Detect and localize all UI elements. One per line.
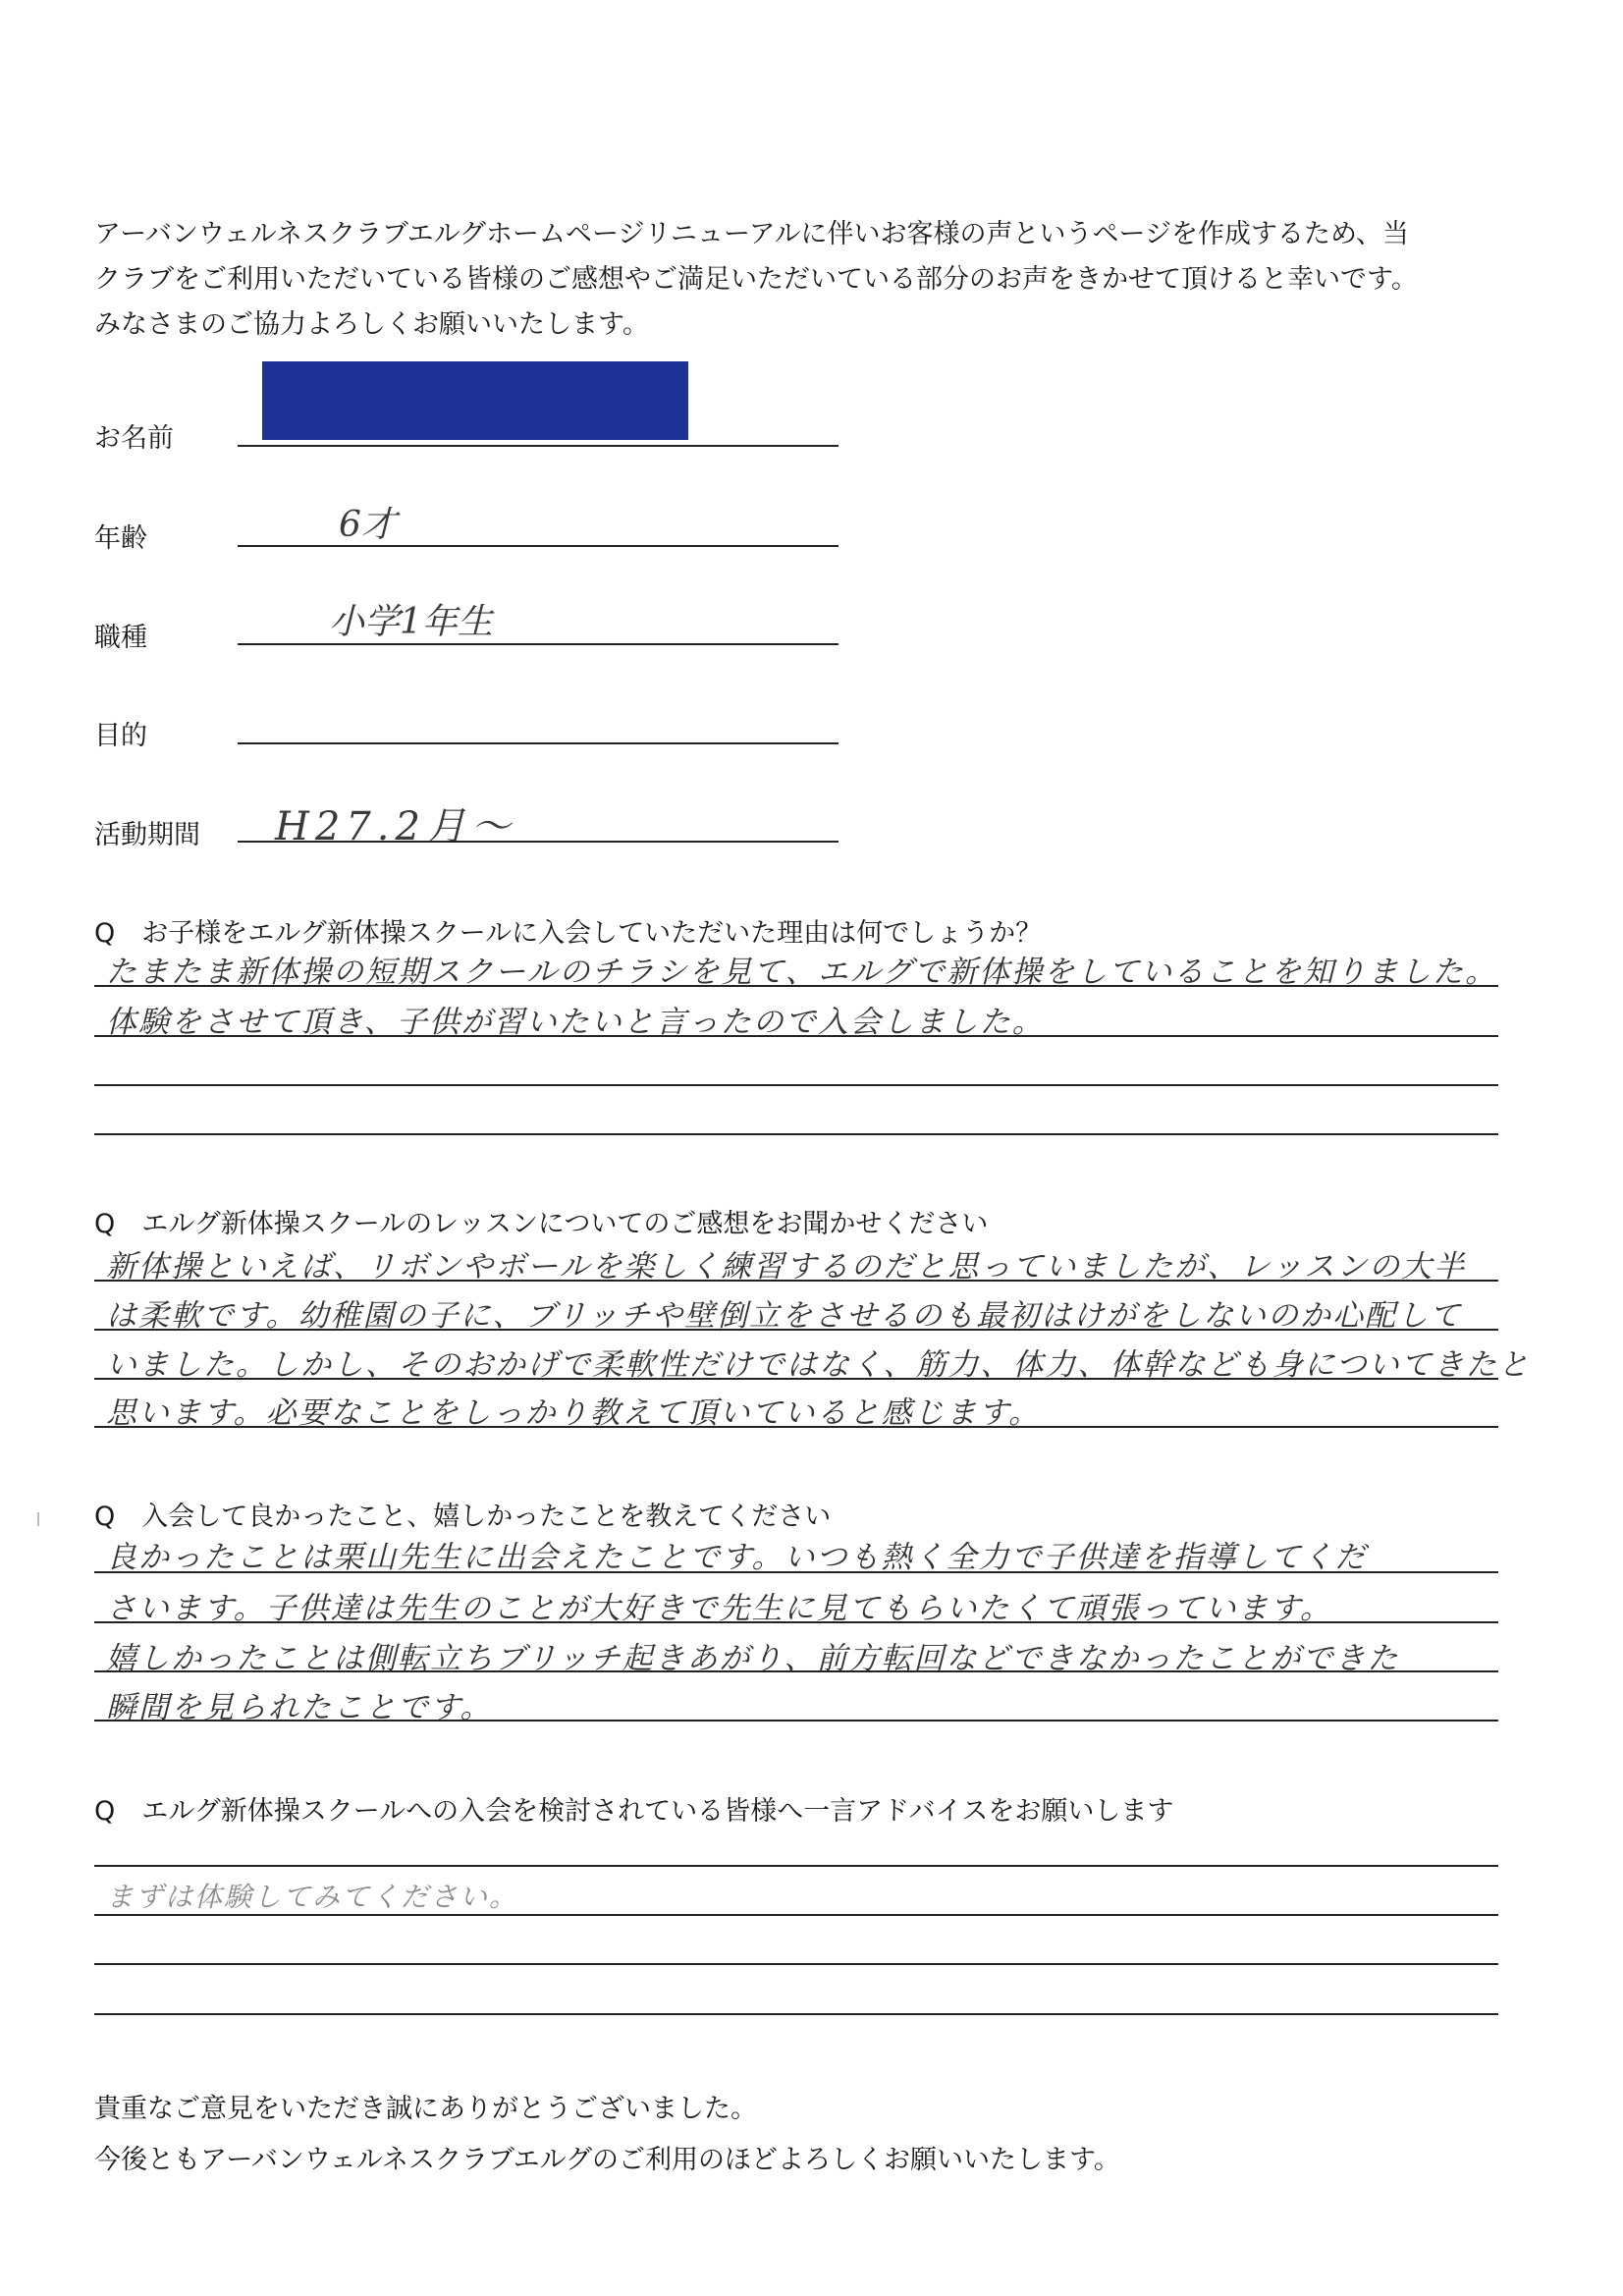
question-2-label: Q エルグ新体操スクールのレッスンについてのご感想をお聞かせください [94,1209,989,1239]
rule [94,1865,1498,1867]
name-line [238,445,839,447]
rule [94,1621,1498,1623]
rule [94,1329,1498,1331]
intro-line: アーバンウェルネスクラブエルグホームページリニューアルに伴いお客様の声というページを作成するため、当 [94,219,1409,249]
scan-mark [37,1512,39,1526]
period-label: 活動期間 [94,820,200,850]
answer-2-line-1: 新体操といえば、リボンやボールを楽しく練習するのだと思っていましたが、レッスンの大半 [106,1249,1467,1285]
age-value: 6才 [339,505,397,545]
answer-1-line-1: たまたま新体操の短期スクールのチラシを見て、エルグで新体操をしていることを知りました。 [106,955,1498,990]
answer-3-line-3: 嬉しかったことは側転立ちブリッチ起きあがり、前方転回などできなかったことができた [106,1641,1400,1676]
rule [94,1084,1498,1086]
age-line [238,545,839,547]
closing-text [94,2084,1120,2186]
answer-4-line-1: まずは体験してみてください。 [106,1881,519,1913]
answer-2-line-4: 思います。必要なことをしっかり教えて頂いていると感じます。 [106,1395,1042,1431]
period-value: H27.2月〜 [275,804,516,849]
question-3-label: Q 入会して良かったこと、嬉しかったことを教えてください [94,1502,832,1532]
rule [94,1133,1498,1135]
rule [94,2013,1498,2015]
intro-line: クラブをご利用いただいている皆様のご感想やご満足いただいている部分のお声をきかせて頂けると幸いです。 [94,264,1418,295]
occupation-label: 職種 [94,623,147,653]
rule [94,1378,1498,1380]
rule [94,1670,1498,1672]
rule [94,1571,1498,1573]
intro-text [94,212,1528,348]
answer-1-line-2: 体験をさせて頂き、子供が習いたいと言ったので入会しました。 [106,1005,1045,1040]
question-1-label: Q お子様をエルグ新体操スクールに入会していただいた理由は何でしょうか？ [94,918,1043,949]
name-label: お名前 [94,423,174,454]
age-label: 年齢 [94,523,147,554]
occupation-value: 小学1年生 [329,602,493,642]
rule [94,1963,1498,1965]
name-redaction [262,361,688,440]
purpose-label: 目的 [94,721,147,751]
rule [94,1720,1498,1722]
answer-3-line-1: 良かったことは栗山先生に出会えたことです。いつも熱く全力で子供達を指導してくだ [106,1540,1368,1575]
question-4-label: Q エルグ新体操スクールへの入会を検討されている皆様へ一言アドバイスをお願いします [94,1796,1174,1827]
purpose-line [238,742,839,744]
rule [94,1280,1498,1282]
rule [94,1035,1498,1037]
answer-3-line-4: 瞬間を見られたことです。 [106,1690,493,1725]
closing-line: 貴重なご意見をいただき誠にありがとうございました。 [94,2094,757,2124]
answer-2-line-3: いました。しかし、そのおかげで柔軟性だけではなく、筋力、体力、体幹なども身についてきたと [106,1347,1531,1383]
rule [94,1426,1498,1428]
rule [94,1914,1498,1916]
intro-line: みなさまのご協力よろしくお願いいたします。 [94,309,649,340]
period-line [238,841,839,843]
rule [94,985,1498,987]
closing-line: 今後ともアーバンウェルネスクラブエルグのご利用のほどよろしくお願いいたします。 [94,2145,1120,2175]
answer-3-line-2: さいます。子供達は先生のことが大好きで先生に見てもらいたくて頑張っています。 [106,1591,1333,1626]
occupation-line [238,643,839,645]
answer-2-line-2: は柔軟です。幼稚園の子に、ブリッチや壁倒立をさせるのも最初はけがをしないのか心配して [106,1298,1463,1334]
